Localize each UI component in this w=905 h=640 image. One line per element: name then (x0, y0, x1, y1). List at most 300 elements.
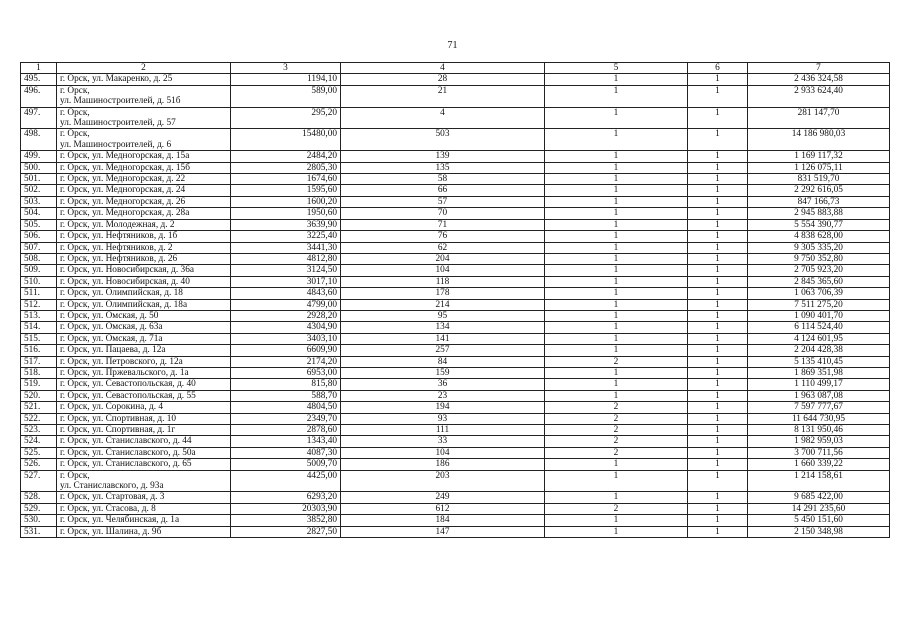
value-cell-5: 1 (545, 459, 688, 470)
address-cell (57, 74, 231, 85)
address-line: г. Орск, ул. Новосибирская, д. 40 (60, 276, 190, 287)
value-cell-5: 1 (545, 185, 688, 196)
column-header: 7 (748, 63, 890, 74)
amount-cell: 2 845 365,60 (748, 276, 890, 287)
row-number: 516. (21, 345, 57, 356)
row-number: 522. (21, 413, 57, 424)
address-cell (57, 265, 231, 276)
address-line: г. Орск, ул. Шалина, д. 9б (60, 526, 162, 537)
value-cell-4: 139 (341, 151, 545, 162)
value-cell-4: 66 (341, 185, 545, 196)
column-header: 6 (688, 63, 748, 74)
row-number: 527. (21, 470, 57, 492)
table-row (21, 151, 890, 162)
address-line: г. Орск, ул. Спортивная, д. 10 (60, 413, 177, 424)
address-line: г. Орск, ул. Молодежная, д. 2 (60, 219, 175, 230)
value-cell-5: 1 (545, 196, 688, 207)
value-cell-6: 1 (688, 74, 748, 85)
row-number: 520. (21, 390, 57, 401)
area-cell: 2928,20 (231, 310, 341, 321)
address-line: г. Орск, (60, 129, 90, 140)
address-cell (57, 322, 231, 333)
address-line: г. Орск, (60, 85, 90, 96)
amount-cell: 1 110 499,17 (748, 379, 890, 390)
row-number: 518. (21, 367, 57, 378)
table-row (21, 288, 890, 299)
table-row (21, 265, 890, 276)
value-cell-6: 1 (688, 379, 748, 390)
value-cell-5: 2 (545, 413, 688, 424)
amount-cell: 2 705 923,20 (748, 265, 890, 276)
value-cell-5: 1 (545, 515, 688, 526)
value-cell-5: 1 (545, 470, 688, 492)
address-cell (57, 253, 231, 264)
value-cell-6: 1 (688, 107, 748, 129)
amount-cell: 1 214 158,61 (748, 470, 890, 492)
area-cell: 6609,90 (231, 345, 341, 356)
amount-cell: 1 063 706,39 (748, 288, 890, 299)
header-row (21, 63, 890, 74)
area-cell: 1343,40 (231, 436, 341, 447)
table-row (21, 174, 890, 185)
address-line: г. Орск, ул. Станиславского, д. 44 (60, 436, 192, 447)
area-cell: 6953,00 (231, 367, 341, 378)
area-cell: 1674,60 (231, 174, 341, 185)
value-cell-5: 1 (545, 74, 688, 85)
amount-cell: 11 644 730,95 (748, 413, 890, 424)
amount-cell: 5 450 151,60 (748, 515, 890, 526)
value-cell-6: 1 (688, 288, 748, 299)
value-cell-6: 1 (688, 253, 748, 264)
address-cell (57, 345, 231, 356)
address-cell (57, 425, 231, 436)
amount-cell: 2 292 616,05 (748, 185, 890, 196)
value-cell-5: 1 (545, 526, 688, 537)
table-row (21, 310, 890, 321)
row-number: 502. (21, 185, 57, 196)
address-cell (57, 310, 231, 321)
amount-cell: 1 869 351,98 (748, 367, 890, 378)
value-cell-5: 1 (545, 265, 688, 276)
amount-cell: 1 963 087,08 (748, 390, 890, 401)
value-cell-5: 2 (545, 503, 688, 514)
value-cell-4: 62 (341, 242, 545, 253)
amount-cell: 2 945 883,88 (748, 208, 890, 219)
value-cell-6: 1 (688, 299, 748, 310)
area-cell: 3852,80 (231, 515, 341, 526)
address-line: г. Орск, ул. Севастопольская, д. 55 (60, 390, 196, 401)
value-cell-4: 204 (341, 253, 545, 264)
value-cell-6: 1 (688, 436, 748, 447)
value-cell-6: 1 (688, 151, 748, 162)
table-row (21, 356, 890, 367)
area-cell: 3403,10 (231, 333, 341, 344)
value-cell-6: 1 (688, 310, 748, 321)
address-line: г. Орск, ул. Нефтяников, д. 26 (60, 253, 178, 264)
row-number: 506. (21, 231, 57, 242)
value-cell-5: 1 (545, 174, 688, 185)
amount-cell: 1 169 117,32 (748, 151, 890, 162)
area-cell: 588,70 (231, 390, 341, 401)
value-cell-4: 104 (341, 447, 545, 458)
address-line: г. Орск, (60, 470, 90, 481)
table-row (21, 242, 890, 253)
amount-cell: 831 519,70 (748, 174, 890, 185)
address-cell (57, 185, 231, 196)
row-number: 509. (21, 265, 57, 276)
table-row (21, 402, 890, 413)
value-cell-6: 1 (688, 503, 748, 514)
row-number: 528. (21, 492, 57, 503)
address-cell (57, 299, 231, 310)
value-cell-4: 111 (341, 425, 545, 436)
value-cell-5: 1 (545, 162, 688, 173)
area-cell: 6293,20 (231, 492, 341, 503)
value-cell-6: 1 (688, 345, 748, 356)
amount-cell: 8 131 950,46 (748, 425, 890, 436)
table-row (21, 85, 890, 107)
amount-cell: 6 114 524,40 (748, 322, 890, 333)
table-row (21, 459, 890, 470)
value-cell-4: 33 (341, 436, 545, 447)
address-line: г. Орск, ул. Медногорская, д. 22 (60, 174, 186, 185)
row-number: 524. (21, 436, 57, 447)
area-cell: 15480,00 (231, 129, 341, 151)
address-line: г. Орск, ул. Севастопольская, д. 40 (60, 379, 196, 390)
address-cell (57, 470, 231, 492)
row-number: 519. (21, 379, 57, 390)
amount-cell: 5 135 410,45 (748, 356, 890, 367)
table-row (21, 470, 890, 492)
value-cell-6: 1 (688, 356, 748, 367)
area-cell: 2827,50 (231, 526, 341, 537)
value-cell-4: 194 (341, 402, 545, 413)
value-cell-6: 1 (688, 85, 748, 107)
row-number: 501. (21, 174, 57, 185)
area-cell: 589,00 (231, 85, 341, 107)
address-line: г. Орск, ул. Стасова, д. 8 (60, 503, 156, 514)
value-cell-5: 1 (545, 231, 688, 242)
area-cell: 4804,50 (231, 402, 341, 413)
address-line: г. Орск, ул. Пацаева, д. 12а (60, 345, 166, 356)
row-number: 521. (21, 402, 57, 413)
address-line: г. Орск, ул. Олимпийская, д. 18а (60, 299, 188, 310)
row-number: 496. (21, 85, 57, 107)
table-row (21, 367, 890, 378)
value-cell-4: 28 (341, 74, 545, 85)
amount-cell: 281 147,70 (748, 107, 890, 129)
address-line: г. Орск, ул. Спортивная, д. 1г (60, 425, 176, 435)
value-cell-6: 1 (688, 425, 748, 436)
value-cell-4: 58 (341, 174, 545, 185)
address-cell (57, 219, 231, 230)
address-cell (57, 367, 231, 378)
address-cell (57, 208, 231, 219)
amount-cell: 9 305 335,20 (748, 242, 890, 253)
value-cell-6: 1 (688, 367, 748, 378)
table-row (21, 333, 890, 344)
row-number: 497. (21, 107, 57, 129)
address-cell (57, 356, 231, 367)
value-cell-6: 1 (688, 322, 748, 333)
value-cell-5: 1 (545, 322, 688, 333)
row-number: 503. (21, 196, 57, 207)
value-cell-4: 214 (341, 299, 545, 310)
value-cell-4: 95 (341, 310, 545, 321)
row-number: 515. (21, 333, 57, 344)
value-cell-5: 1 (545, 85, 688, 107)
address-cell (57, 503, 231, 514)
area-cell: 1194,10 (231, 74, 341, 85)
value-cell-6: 1 (688, 333, 748, 344)
value-cell-4: 147 (341, 526, 545, 537)
address-line: г. Орск, ул. Станиславского, д. 50а (60, 447, 196, 458)
table-row (21, 219, 890, 230)
amount-cell: 9 750 352,80 (748, 253, 890, 264)
row-number: 517. (21, 356, 57, 367)
value-cell-5: 1 (545, 379, 688, 390)
table-row (21, 231, 890, 242)
value-cell-4: 76 (341, 231, 545, 242)
address-line: г. Орск, ул. Челябинская, д. 1а (60, 515, 180, 526)
area-cell: 815,80 (231, 379, 341, 390)
value-cell-5: 1 (545, 390, 688, 401)
value-cell-6: 1 (688, 185, 748, 196)
address-cell (57, 288, 231, 299)
value-cell-6: 1 (688, 231, 748, 242)
value-cell-4: 36 (341, 379, 545, 390)
address-line: г. Орск, ул. Сорокина, д. 4 (60, 402, 164, 413)
row-number: 495. (21, 74, 57, 85)
area-cell: 5009,70 (231, 459, 341, 470)
table-row (21, 185, 890, 196)
value-cell-5: 1 (545, 253, 688, 264)
value-cell-4: 178 (341, 288, 545, 299)
value-cell-4: 57 (341, 196, 545, 207)
table-row (21, 129, 890, 151)
value-cell-5: 1 (545, 367, 688, 378)
row-number: 513. (21, 310, 57, 321)
address-line: г. Орск, ул. Медногорская, д. 26 (60, 196, 186, 207)
table-row (21, 162, 890, 173)
column-header: 3 (231, 63, 341, 74)
address-cell (57, 526, 231, 537)
value-cell-5: 2 (545, 447, 688, 458)
row-number: 514. (21, 322, 57, 333)
address-cell (57, 107, 231, 129)
register-table (20, 62, 890, 538)
table-row (21, 276, 890, 287)
value-cell-6: 1 (688, 413, 748, 424)
table-row (21, 196, 890, 207)
row-number: 530. (21, 515, 57, 526)
table-row (21, 515, 890, 526)
table-row (21, 390, 890, 401)
value-cell-4: 71 (341, 219, 545, 230)
address-line: г. Орск, ул. Медногорская, д. 24 (60, 185, 186, 196)
page-number: 71 (447, 40, 458, 51)
value-cell-6: 1 (688, 162, 748, 173)
value-cell-6: 1 (688, 515, 748, 526)
address-line: г. Орск, ул. Омская, д. 50 (60, 310, 159, 321)
row-number: 498. (21, 129, 57, 151)
value-cell-5: 1 (545, 208, 688, 219)
area-cell: 2878,60 (231, 425, 341, 436)
value-cell-4: 612 (341, 503, 545, 514)
area-cell: 3017,10 (231, 276, 341, 287)
area-cell: 2349,70 (231, 413, 341, 424)
amount-cell: 2 436 324,58 (748, 74, 890, 85)
table-body (21, 74, 890, 538)
table-row (21, 526, 890, 537)
table-row (21, 74, 890, 85)
address-cell (57, 174, 231, 185)
value-cell-6: 1 (688, 447, 748, 458)
value-cell-4: 249 (341, 492, 545, 503)
value-cell-4: 134 (341, 322, 545, 333)
table-row (21, 436, 890, 447)
value-cell-5: 1 (545, 129, 688, 151)
area-cell: 4087,30 (231, 447, 341, 458)
value-cell-4: 93 (341, 413, 545, 424)
amount-cell: 1 090 401,70 (748, 310, 890, 321)
address-cell (57, 242, 231, 253)
value-cell-4: 118 (341, 276, 545, 287)
value-cell-5: 2 (545, 436, 688, 447)
value-cell-4: 21 (341, 85, 545, 107)
value-cell-4: 186 (341, 459, 545, 470)
row-number: 511. (21, 288, 57, 299)
address-cell (57, 85, 231, 107)
area-cell: 1595,60 (231, 185, 341, 196)
address-cell (57, 196, 231, 207)
amount-cell: 2 204 428,38 (748, 345, 890, 356)
value-cell-5: 1 (545, 107, 688, 129)
table-row (21, 107, 890, 129)
row-number: 500. (21, 162, 57, 173)
area-cell: 3124,50 (231, 265, 341, 276)
address-cell (57, 459, 231, 470)
value-cell-6: 1 (688, 459, 748, 470)
value-cell-4: 141 (341, 333, 545, 344)
area-cell: 4304,90 (231, 322, 341, 333)
column-header: 5 (545, 63, 688, 74)
row-number: 508. (21, 253, 57, 264)
value-cell-6: 1 (688, 526, 748, 537)
amount-cell: 4 838 628,00 (748, 231, 890, 242)
value-cell-6: 1 (688, 492, 748, 503)
address-line: г. Орск, ул. Нефтяников, д. 2 (60, 242, 173, 253)
amount-cell: 847 166,73 (748, 196, 890, 207)
address-line: ул. Станиславского, д. 93а (60, 481, 164, 492)
amount-cell: 1 982 959,03 (748, 436, 890, 447)
value-cell-4: 104 (341, 265, 545, 276)
area-cell: 3441,30 (231, 242, 341, 253)
value-cell-6: 1 (688, 219, 748, 230)
area-cell: 4843,60 (231, 288, 341, 299)
row-number: 499. (21, 151, 57, 162)
value-cell-5: 2 (545, 356, 688, 367)
amount-cell: 1 126 075,11 (748, 162, 890, 173)
row-number: 529. (21, 503, 57, 514)
amount-cell: 9 685 422,00 (748, 492, 890, 503)
address-line: г. Орск, ул. Петровского, д. 12а (60, 356, 183, 367)
amount-cell: 7 597 777,67 (748, 402, 890, 413)
amount-cell: 7 511 275,20 (748, 299, 890, 310)
amount-cell: 2 933 624,40 (748, 85, 890, 107)
address-line: ул. Машиностроителей, д. 6 (60, 139, 172, 150)
value-cell-4: 4 (341, 107, 545, 129)
area-cell: 4799,00 (231, 299, 341, 310)
table-row (21, 345, 890, 356)
address-cell (57, 515, 231, 526)
address-cell (57, 447, 231, 458)
row-number: 510. (21, 276, 57, 287)
value-cell-6: 1 (688, 174, 748, 185)
value-cell-5: 1 (545, 345, 688, 356)
value-cell-5: 1 (545, 219, 688, 230)
area-cell: 4425,00 (231, 470, 341, 492)
area-cell: 2484,20 (231, 151, 341, 162)
address-line: г. Орск, ул. Омская, д. 63а (60, 322, 163, 333)
area-cell: 2805,30 (231, 162, 341, 173)
value-cell-4: 84 (341, 356, 545, 367)
area-cell: 1600,20 (231, 196, 341, 207)
address-line: г. Орск, (60, 107, 90, 118)
amount-cell: 1 660 339,22 (748, 459, 890, 470)
address-cell (57, 436, 231, 447)
address-line: г. Орск, ул. Омская, д. 71а (60, 333, 163, 344)
address-cell (57, 402, 231, 413)
value-cell-6: 1 (688, 390, 748, 401)
address-line: г. Орск, ул. Новосибирская, д. 36а (60, 265, 194, 276)
value-cell-4: 184 (341, 515, 545, 526)
table-row (21, 425, 890, 436)
table-row (21, 299, 890, 310)
value-cell-4: 23 (341, 390, 545, 401)
value-cell-5: 1 (545, 310, 688, 321)
value-cell-6: 1 (688, 208, 748, 219)
value-cell-6: 1 (688, 470, 748, 492)
row-number: 531. (21, 526, 57, 537)
value-cell-4: 203 (341, 470, 545, 492)
address-line: г. Орск, ул. Медногорская, д. 28а (60, 208, 190, 219)
row-number: 504. (21, 208, 57, 219)
row-number: 526. (21, 459, 57, 470)
value-cell-5: 1 (545, 151, 688, 162)
area-cell: 3639,90 (231, 219, 341, 230)
address-line: ул. Машиностроителей, д. 57 (60, 118, 176, 129)
column-header: 2 (57, 63, 231, 74)
address-line: г. Орск, ул. Станиславского, д. 65 (60, 459, 192, 470)
value-cell-5: 1 (545, 299, 688, 310)
row-number: 523. (21, 425, 57, 436)
address-cell (57, 231, 231, 242)
table-row (21, 492, 890, 503)
value-cell-6: 1 (688, 265, 748, 276)
value-cell-5: 1 (545, 333, 688, 344)
value-cell-6: 1 (688, 402, 748, 413)
area-cell: 295,20 (231, 107, 341, 129)
table-row (21, 379, 890, 390)
address-line: г. Орск, ул. Макаренко, д. 25 (60, 74, 173, 85)
value-cell-5: 1 (545, 288, 688, 299)
address-cell (57, 276, 231, 287)
address-line: г. Орск, ул. Медногорская, д. 15б (60, 162, 190, 173)
amount-cell: 3 700 711,56 (748, 447, 890, 458)
value-cell-4: 503 (341, 129, 545, 151)
column-header: 1 (21, 63, 57, 74)
